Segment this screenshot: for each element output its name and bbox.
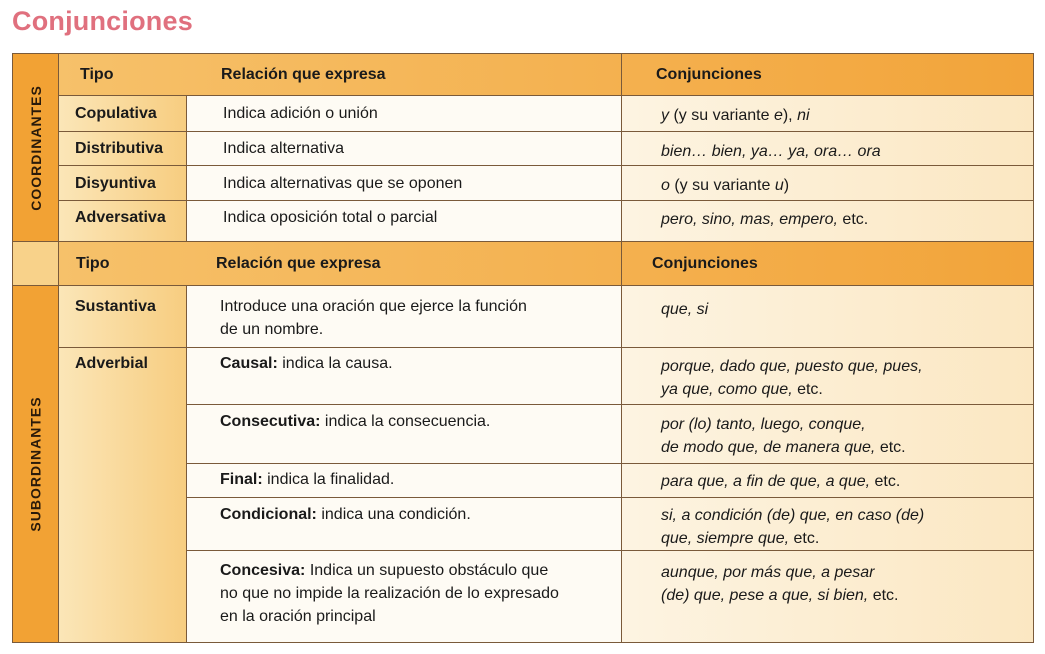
divider — [186, 286, 187, 642]
divider — [621, 54, 622, 642]
relacion-final: Final: indica la finalidad. — [220, 471, 395, 488]
header-tipo: Tipo — [76, 254, 110, 272]
relacion-causal: Causal: indica la causa. — [220, 355, 393, 372]
header-conjunciones: Conjunciones — [652, 254, 758, 272]
row-divider — [58, 131, 1033, 132]
conj-causal: porque, dado que, puesto que, pues, ya que, como que, etc. — [661, 358, 923, 398]
row-divider — [58, 165, 1033, 166]
divider — [58, 54, 59, 642]
tipo-adversativa: Adversativa — [75, 209, 166, 226]
conjunctions-table — [12, 53, 1034, 643]
relacion-consecutiva: Consecutiva: indica la consecuencia. — [220, 413, 491, 430]
relacion-copulativa: Indica adición o unión — [223, 105, 378, 122]
tipo-disyuntiva: Disyuntiva — [75, 175, 156, 192]
divider — [186, 96, 187, 241]
header-tipo: Tipo — [80, 65, 114, 83]
header-relacion: Relación que expresa — [216, 254, 381, 272]
header-row-subordinantes — [58, 241, 1033, 286]
conj-distributiva: bien… bien, ya… ya, ora… ora — [661, 143, 881, 160]
conj-adversativa: pero, sino, mas, empero, etc. — [661, 211, 869, 228]
coordinantes-side-label: COORDINANTES — [13, 54, 58, 241]
row-divider — [58, 347, 1033, 348]
conj-final: para que, a fin de que, a que, etc. — [661, 473, 901, 490]
conj-copulativa: y (y su variante e), ni — [661, 107, 810, 124]
tipo-distributiva: Distributiva — [75, 140, 164, 157]
section-separator — [13, 241, 58, 286]
relacion-sustantiva: Introduce una oración que ejerce la función de un nombre. — [220, 298, 527, 338]
conj-concesiva: aunque, por más que, a pesar (de) que, pese a que, si bien, etc. — [661, 564, 899, 604]
relacion-concesiva: Concesiva: Indica un supuesto obstáculo que no que no impide la realización de lo expresado en la oración principal — [220, 562, 559, 625]
relacion-condicional: Condicional: indica una condición. — [220, 506, 471, 523]
subordinantes-side-label: SUBORDINANTES — [13, 286, 58, 642]
conj-consecutiva: por (lo) tanto, luego, conque, de modo que, de manera que, etc. — [661, 416, 906, 456]
row-divider — [186, 497, 1033, 498]
conj-condicional: si, a condición (de) que, en caso (de) que, siempre que, etc. — [661, 507, 925, 547]
header-conjunciones: Conjunciones — [656, 65, 762, 83]
tipo-sustantiva: Sustantiva — [75, 298, 156, 315]
row-divider — [58, 200, 1033, 201]
page-title: Conjunciones — [12, 6, 193, 36]
relacion-disyuntiva: Indica alternativas que se oponen — [223, 175, 463, 192]
tipo-copulativa: Copulativa — [75, 105, 157, 122]
relacion-distributiva: Indica alternativa — [223, 140, 344, 157]
row-divider — [186, 463, 1033, 464]
header-row-coordinantes — [58, 54, 1033, 96]
conj-sustantiva: que, si — [661, 301, 709, 318]
row-divider — [186, 404, 1033, 405]
row-divider — [186, 550, 1033, 551]
header-relacion: Relación que expresa — [221, 65, 386, 83]
conj-disyuntiva: o (y su variante u) — [661, 177, 790, 194]
relacion-adversativa: Indica oposición total o parcial — [223, 209, 438, 226]
tipo-adverbial: Adverbial — [75, 355, 148, 372]
